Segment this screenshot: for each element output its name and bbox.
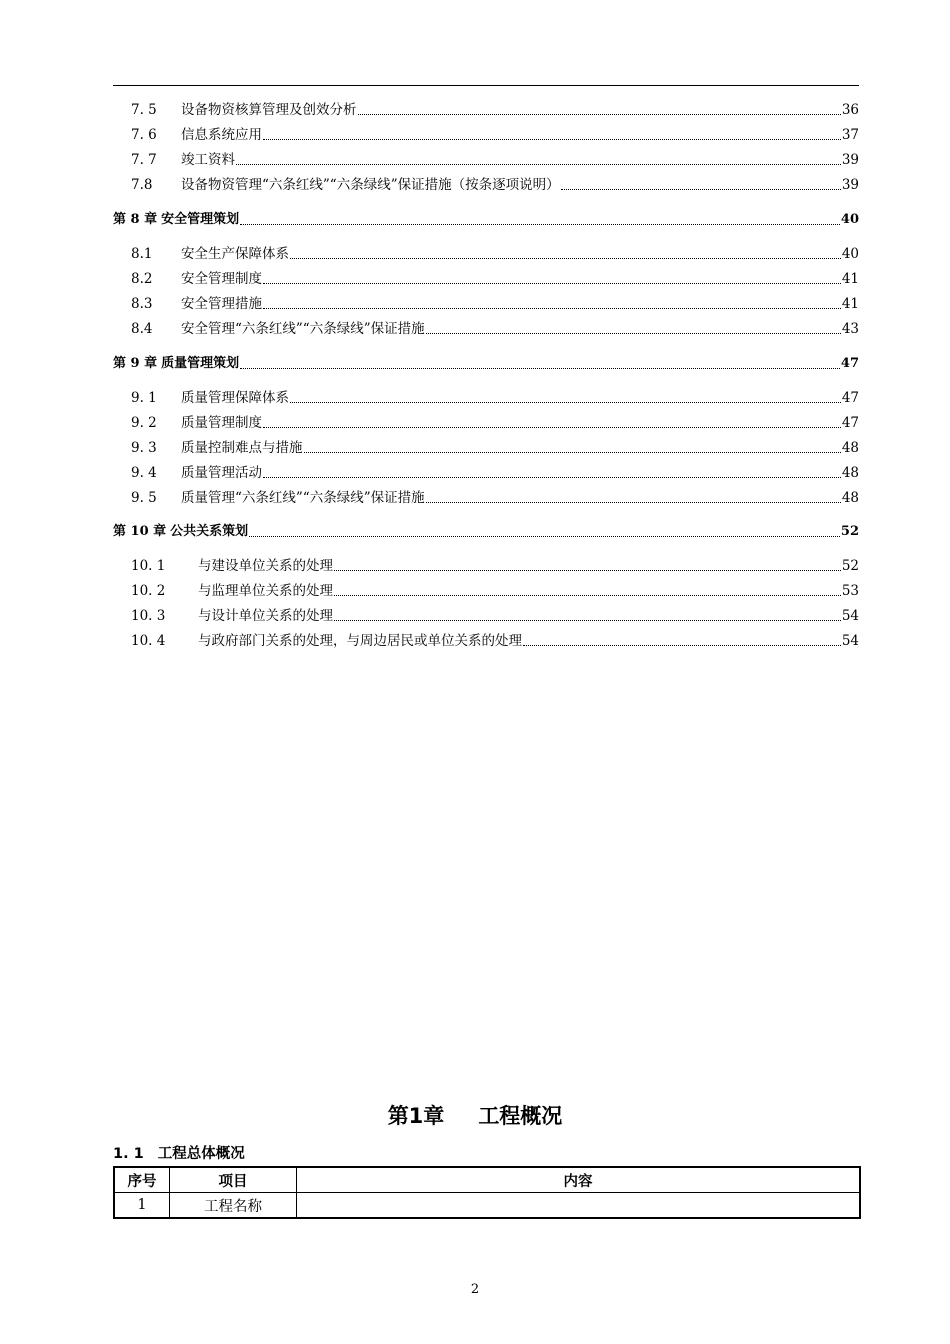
toc-entry-page: 47 [841, 390, 859, 406]
chapter-title: 工程概况 [478, 1104, 563, 1128]
toc-leader-dots [334, 594, 841, 596]
toc-entry-page: 39 [841, 152, 859, 168]
toc-leader-dots [426, 332, 841, 334]
toc-chapter-10[interactable] [113, 522, 859, 542]
toc-entry-number: 9. 2 [131, 415, 157, 431]
toc-entry-10-3[interactable] [113, 606, 859, 626]
toc-leader-dots [358, 113, 841, 115]
toc-leader-dots [263, 282, 841, 284]
cell-item: 工程名称 [170, 1193, 297, 1219]
chapter-heading [0, 1100, 950, 1132]
toc-entry-page: 47 [841, 415, 859, 431]
toc-entry-title: 质量管理制度 [181, 415, 262, 431]
toc-entry-title: 安全管理措施 [181, 296, 262, 312]
overview-table [113, 1166, 861, 1219]
toc-chapter-title: 质量管理策划 [161, 356, 240, 371]
toc-entry-page: 48 [841, 490, 859, 506]
toc-entry-number: 7. 6 [131, 127, 157, 143]
toc-leader-dots [263, 476, 841, 478]
cell-content[interactable] [297, 1193, 861, 1219]
cell-index: 1 [114, 1193, 170, 1219]
toc-entry-8-4[interactable] [113, 319, 859, 339]
toc-entry-7-7[interactable] [113, 150, 859, 170]
page-number: 2 [470, 1282, 480, 1297]
table-row [114, 1193, 860, 1219]
toc-entry-title: 设备物资管理“六条红线”“六条绿线”保证措施（按条逐项说明） [181, 177, 560, 193]
toc-entry-page: 43 [841, 321, 859, 337]
toc-entry-10-2[interactable] [113, 581, 859, 601]
toc-entry-title: 质量管理保障体系 [181, 390, 289, 406]
toc-entry-title: 与监理单位关系的处理 [198, 583, 333, 599]
chapter-number: 第1章 [387, 1104, 445, 1128]
toc-entry-7-6[interactable] [113, 125, 859, 145]
toc-entry-9-2[interactable] [113, 413, 859, 433]
toc-leader-dots [523, 644, 841, 646]
toc-entry-page: 37 [841, 127, 859, 143]
header-content: 内容 [297, 1167, 861, 1193]
toc-entry-number: 8.1 [131, 246, 153, 262]
toc-entry-title: 安全管理“六条红线”“六条绿线”保证措施 [181, 321, 425, 337]
toc-entry-page: 36 [841, 102, 859, 118]
toc-entry-page: 48 [841, 465, 859, 481]
toc-leader-dots [290, 257, 841, 259]
toc-entry-number: 10. 3 [131, 608, 166, 624]
toc-chapter-9[interactable] [113, 354, 859, 374]
toc-entry-title: 与设计单位关系的处理 [198, 608, 333, 624]
toc-entry-title: 质量管理“六条红线”“六条绿线”保证措施 [181, 490, 425, 506]
toc-entry-number: 9. 5 [131, 490, 157, 506]
toc-leader-dots [240, 223, 840, 225]
toc-entry-title: 质量控制难点与措施 [181, 440, 303, 456]
toc-entry-9-4[interactable] [113, 463, 859, 483]
toc-chapter-page: 52 [840, 524, 859, 539]
toc-entry-9-5[interactable] [113, 488, 859, 508]
toc-entry-number: 7.8 [131, 177, 153, 193]
toc-entry-10-4[interactable] [113, 631, 859, 651]
toc-entry-8-2[interactable] [113, 269, 859, 289]
toc-leader-dots [426, 501, 841, 503]
toc-leader-dots [304, 451, 841, 453]
toc-entry-page: 48 [841, 440, 859, 456]
toc-entry-number: 8.2 [131, 271, 153, 287]
toc-entry-number: 9. 4 [131, 465, 157, 481]
toc-chapter-number: 第 10 章 [113, 524, 167, 539]
section-heading [113, 1142, 245, 1163]
section-title: 工程总体概况 [157, 1146, 245, 1162]
header-rule [113, 85, 859, 86]
header-index: 序号 [114, 1167, 170, 1193]
toc-entry-title: 安全生产保障体系 [181, 246, 289, 262]
toc-chapter-title: 公共关系策划 [170, 524, 249, 539]
toc-chapter-number: 第 9 章 [113, 356, 158, 371]
toc-entry-title: 竣工资料 [181, 152, 235, 168]
toc-entry-page: 40 [841, 246, 859, 262]
toc-entry-title: 安全管理制度 [181, 271, 262, 287]
toc-entry-title: 与政府部门关系的处理，与周边居民或单位关系的处理 [198, 633, 522, 649]
toc-entry-title: 质量管理活动 [181, 465, 262, 481]
toc-leader-dots [263, 307, 841, 309]
toc-chapter-page: 47 [840, 356, 859, 371]
toc-entry-number: 10. 2 [131, 583, 166, 599]
table-header-row [114, 1167, 860, 1193]
toc-entry-number: 10. 4 [131, 633, 166, 649]
toc-entry-page: 53 [841, 583, 859, 599]
toc-leader-dots [236, 163, 841, 165]
section-number: 1. 1 [113, 1146, 144, 1162]
toc-leader-dots [263, 138, 841, 140]
toc-entry-title: 信息系统应用 [181, 127, 262, 143]
toc-entry-number: 7. 7 [131, 152, 157, 168]
toc-entry-page: 54 [841, 633, 859, 649]
toc-entry-page: 41 [841, 271, 859, 287]
toc-entry-8-3[interactable] [113, 294, 859, 314]
toc-entry-9-3[interactable] [113, 438, 859, 458]
toc-entry-9-1[interactable] [113, 388, 859, 408]
toc-entry-number: 7. 5 [131, 102, 157, 118]
toc-chapter-title: 安全管理策划 [161, 212, 240, 227]
toc-chapter-8[interactable] [113, 210, 859, 230]
toc-entry-8-1[interactable] [113, 244, 859, 264]
toc-entry-title: 设备物资核算管理及创效分析 [181, 102, 357, 118]
toc-leader-dots [334, 619, 841, 621]
toc-chapter-page: 40 [840, 212, 859, 227]
toc-entry-page: 54 [841, 608, 859, 624]
toc-entry-number: 8.3 [131, 296, 153, 312]
toc-entry-7-8[interactable] [113, 175, 859, 195]
toc-entry-10-1[interactable] [113, 556, 859, 576]
header-item: 项目 [170, 1167, 297, 1193]
toc-leader-dots [263, 426, 841, 428]
toc-entry-page: 52 [841, 558, 859, 574]
toc-entry-page: 41 [841, 296, 859, 312]
toc-leader-dots [290, 401, 841, 403]
toc-entry-page: 39 [841, 177, 859, 193]
toc-entry-number: 9. 1 [131, 390, 157, 406]
toc-leader-dots [561, 188, 841, 190]
toc-entry-number: 10. 1 [131, 558, 166, 574]
toc-leader-dots [334, 569, 841, 571]
toc-chapter-number: 第 8 章 [113, 212, 158, 227]
toc-leader-dots [240, 367, 840, 369]
toc-entry-number: 8.4 [131, 321, 153, 337]
toc-entry-title: 与建设单位关系的处理 [198, 558, 333, 574]
toc-entry-number: 9. 3 [131, 440, 157, 456]
toc-entry-7-5[interactable] [113, 100, 859, 120]
toc-leader-dots [249, 535, 840, 537]
